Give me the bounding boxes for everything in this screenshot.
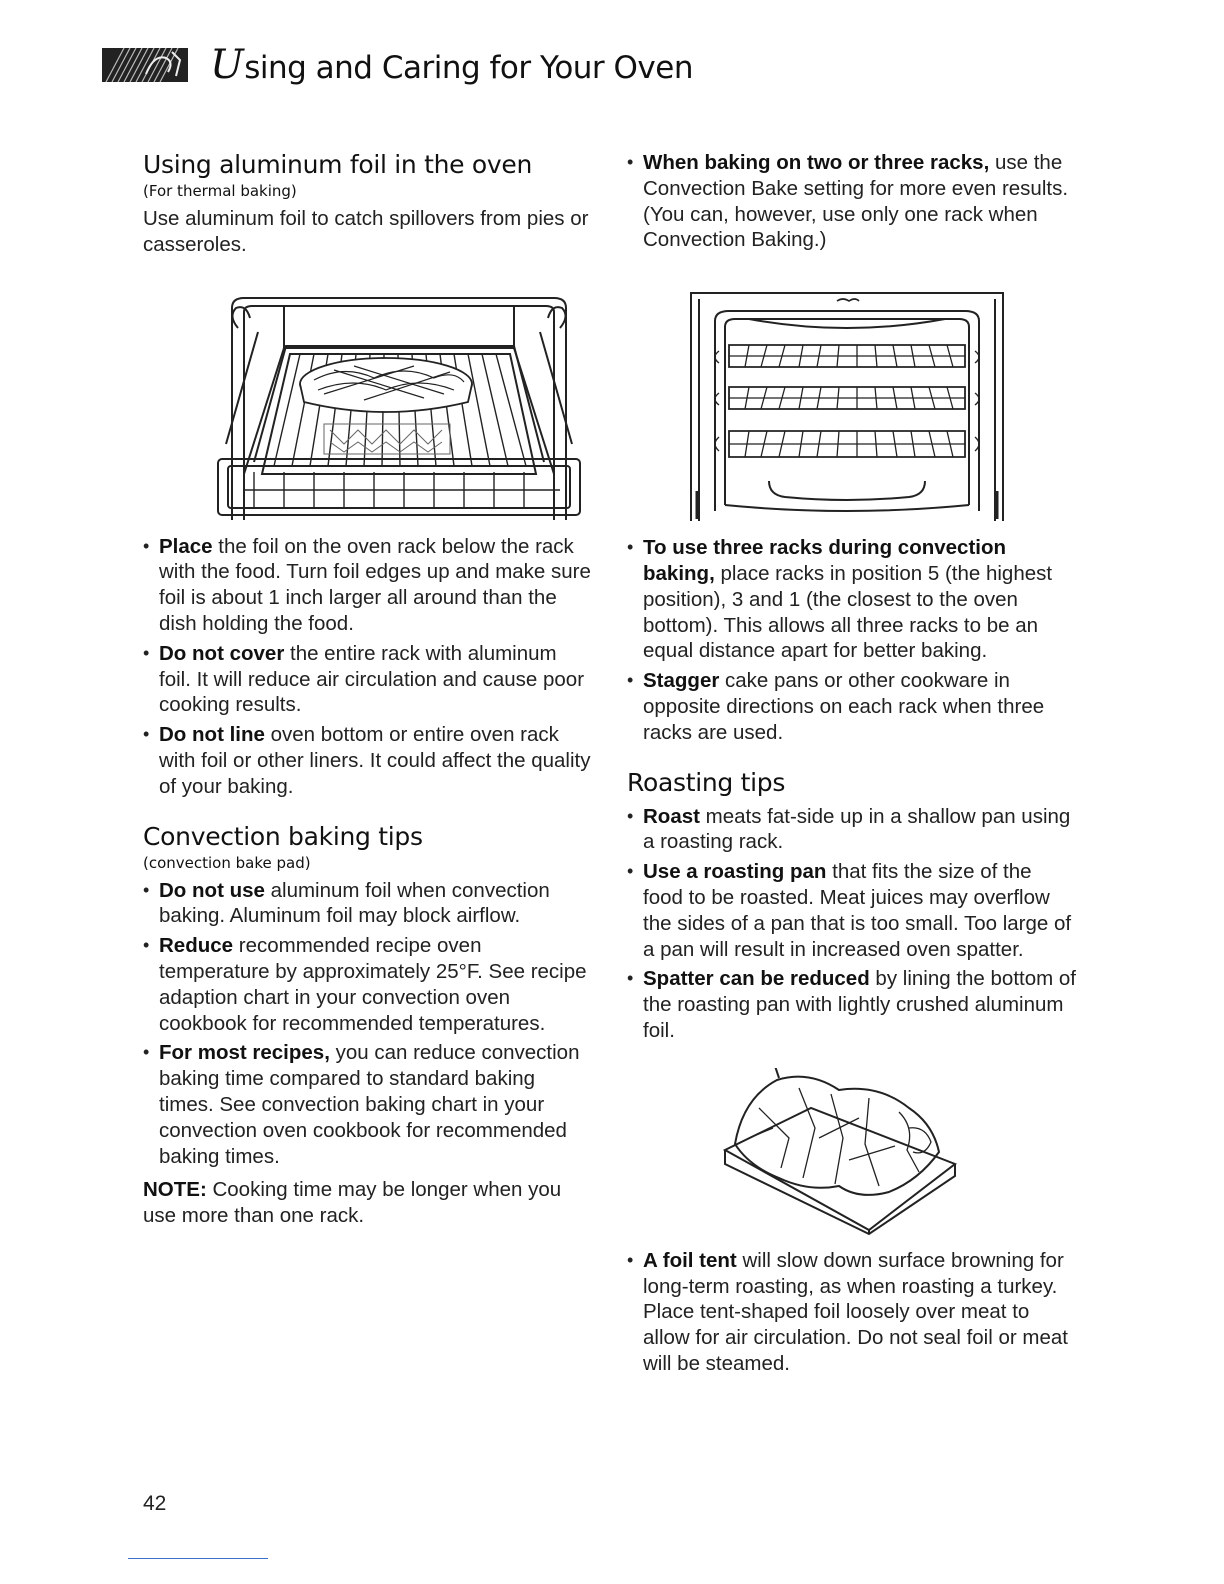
tip-bold: Do not line <box>159 723 265 747</box>
tip-bold: Do not use <box>159 878 265 902</box>
list-item <box>143 878 593 930</box>
tip-bold: Place <box>159 534 213 558</box>
tip-bold: For most recipes, <box>159 1041 330 1065</box>
tip-text: that fits the size of the food to be roasted. Meat juices may overflow the sides of a pan that is too small. Too large of a pan will result in increased oven spatter. <box>643 860 1072 961</box>
oven-three-racks-icon <box>689 291 1005 521</box>
roast-foil-tent-icon <box>719 1068 969 1238</box>
foil-subheading: (For thermal baking) <box>143 182 297 200</box>
multirack-tip <box>627 150 1077 253</box>
convection-heading: Convection baking tips <box>143 821 423 851</box>
tip-text: the foil on the oven rack below the rack with the food. Turn foil edges up and make sure foil is about 1 inch larger all around than the dish holding the food. <box>159 534 591 635</box>
tip-text: cake pans or other cookware in opposite directions on each rack when three racks are used. <box>643 669 1045 744</box>
tip-text: recommended recipe oven temperature by approximately 25°F. See recipe adaption chart in your convection oven cookbook for recommended temperatures. <box>159 934 587 1035</box>
title-text: sing and Caring for Your Oven <box>244 50 693 86</box>
foil-tips-list <box>143 534 593 800</box>
left-column <box>143 150 593 1229</box>
tip-text: aluminum foil when convection baking. Aluminum foil may block airflow. <box>159 878 550 928</box>
list-item <box>143 722 593 799</box>
note-text: Cooking time may be longer when you use more than one rack. <box>143 1178 562 1228</box>
tip-text: oven bottom or entire oven rack with foil or other liners. It could affect the quality of your baking. <box>159 723 591 798</box>
list-item <box>627 150 1077 253</box>
list-item <box>143 1040 593 1169</box>
page-number: 42 <box>143 1492 167 1515</box>
tip-bold: To use three racks during convection baking, <box>643 536 1007 585</box>
tip-text: by lining the bottom of the roasting pan with lightly crushed aluminum foil. <box>643 967 1076 1042</box>
page-header <box>102 40 693 90</box>
tip-bold: Reduce <box>159 934 234 958</box>
tip-text: you can reduce convection baking time compared to standard baking times. See convection baking chart in your convection oven cookbook for recommended baking times. <box>159 1041 580 1168</box>
roasting-tips-list <box>627 804 1077 1044</box>
convection-note <box>143 1177 593 1229</box>
roasting-heading: Roasting tips <box>627 767 786 797</box>
list-item <box>627 804 1077 856</box>
list-item <box>143 641 593 718</box>
list-item <box>627 668 1077 745</box>
list-item <box>627 859 1077 962</box>
oven-rack-pie-icon <box>214 294 584 520</box>
tip-text: use the Convection Bake setting for more even results. (You can, however, use only one rack when Convection Baking.) <box>643 151 1069 252</box>
tip-bold: When baking on two or three racks, <box>643 151 990 174</box>
convection-subheading: (convection bake pad) <box>143 853 311 872</box>
foil-tent-illustration <box>719 1068 969 1238</box>
tip-text: meats fat-side up in a shallow pan using a roasting rack. <box>643 804 1071 854</box>
tip-bold: Spatter can be reduced <box>643 967 870 991</box>
note-label: NOTE: <box>143 1178 207 1202</box>
tip-bold: Use a roasting pan <box>643 860 827 884</box>
right-column <box>627 150 1077 1381</box>
list-item <box>627 1248 1077 1377</box>
list-item <box>143 534 593 637</box>
pan-stripes-icon <box>102 48 188 82</box>
foil-tent-tip <box>627 1248 1077 1377</box>
oven-foil-illustration <box>214 294 584 520</box>
foil-intro: Use aluminum foil to catch spillovers from pies or casseroles. <box>143 207 589 256</box>
rack-tips-list <box>627 535 1077 745</box>
list-item <box>627 535 1077 664</box>
tip-text: the entire rack with aluminum foil. It will reduce air circulation and cause poor cooking results. <box>159 641 585 717</box>
foil-heading: Using aluminum foil in the oven <box>143 150 532 179</box>
footer-divider <box>128 1558 268 1559</box>
tip-bold: Do not cover <box>159 641 285 665</box>
list-item <box>143 933 593 1036</box>
tip-bold: A foil tent <box>643 1248 737 1272</box>
tip-bold: Stagger <box>643 669 720 693</box>
tip-bold: Roast <box>643 804 700 828</box>
tip-text: place racks in position 5 (the highest position), 3 and 1 (the closest to the oven bottom). This allows all three racks to be an equal distance apart for better baking. <box>643 561 1053 663</box>
convection-tips-list <box>143 878 593 1170</box>
title-initial: U <box>210 42 244 88</box>
page-title <box>210 42 693 88</box>
list-item <box>627 966 1077 1043</box>
tip-text: will slow down surface browning for long-term roasting, as when roasting a turkey. Place tent-shaped foil loosely over meat to allow for air circulation. Do not seal foil or meat will be steamed. <box>643 1248 1068 1375</box>
three-rack-oven-illustration <box>689 291 1005 521</box>
